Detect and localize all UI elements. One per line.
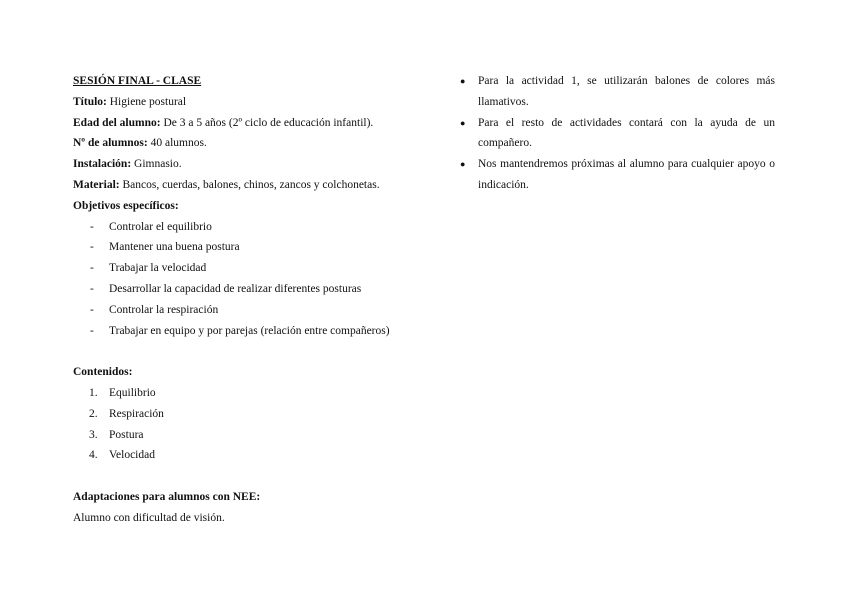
- field-students: [73, 133, 433, 154]
- bullet-text: Para la actividad 1, se utilizarán balones de colores más llamativos.: [478, 75, 775, 108]
- content-item: [73, 383, 433, 404]
- field-value: 40 alumnos.: [147, 137, 207, 150]
- field-material: [73, 175, 433, 196]
- field-label: Título:: [73, 95, 107, 108]
- field-label: Edad del alumno:: [73, 116, 161, 129]
- objective-text: Mantener una buena postura: [109, 241, 240, 254]
- objective-item: [73, 279, 433, 300]
- objective-text: Controlar la respiración: [109, 303, 219, 316]
- bullet-icon: ●: [460, 117, 466, 128]
- bullet-icon: ●: [460, 76, 466, 86]
- dash-marker: -: [90, 282, 94, 295]
- objective-text: Trabajar en equipo y por parejas (relación entre compañeros): [109, 324, 390, 337]
- field-label: Material:: [73, 178, 120, 191]
- contents-heading: Contenidos:: [73, 366, 133, 379]
- objective-text: Trabajar la velocidad: [109, 262, 207, 275]
- item-number: 4.: [89, 449, 98, 462]
- field-value: Higiene postural: [106, 95, 187, 108]
- objectives-heading: Objetivos específicos:: [73, 199, 179, 212]
- right-column: [460, 71, 775, 196]
- field-label: Instalación:: [73, 158, 132, 171]
- objective-item: [73, 258, 433, 279]
- content-item: [73, 404, 433, 425]
- content-text: Postura: [109, 428, 144, 441]
- adaptations-heading: Adaptaciones para alumnos con NEE:: [73, 490, 261, 503]
- objective-text: Controlar el equilibrio: [109, 220, 212, 233]
- content-item: [73, 425, 433, 446]
- spacer: [73, 466, 433, 487]
- field-label: Nº de alumnos:: [73, 137, 148, 150]
- item-number: 2.: [89, 407, 98, 420]
- bullet-item: [460, 71, 775, 113]
- adaptations-text: Alumno con dificultad de visión.: [73, 511, 225, 524]
- field-title: [73, 92, 433, 113]
- field-value: Gimnasio.: [131, 158, 182, 171]
- dash-marker: -: [90, 324, 94, 337]
- dash-marker: -: [90, 262, 94, 275]
- field-age: [73, 113, 433, 134]
- item-number: 3.: [89, 428, 98, 441]
- item-number: 1.: [89, 386, 98, 399]
- bullet-icon: ●: [460, 159, 466, 170]
- dash-marker: -: [90, 241, 94, 254]
- objective-item: [73, 300, 433, 321]
- dash-marker: -: [90, 220, 94, 233]
- field-value: Bancos, cuerdas, balones, chinos, zancos y colchonetas.: [119, 178, 380, 191]
- spacer: [73, 341, 433, 362]
- content-item: [73, 445, 433, 466]
- content-text: Equilibrio: [109, 386, 156, 399]
- objective-item: [73, 237, 433, 258]
- content-text: Velocidad: [109, 449, 155, 462]
- field-value: De 3 a 5 años (2º ciclo de educación infantil).: [160, 116, 374, 129]
- session-title: SESIÓN FINAL - CLASE: [73, 75, 202, 87]
- bullet-text: Nos mantendremos próximas al alumno para cualquier apoyo o indicación.: [478, 158, 775, 191]
- objective-text: Desarrollar la capacidad de realizar diferentes posturas: [109, 282, 362, 295]
- bullet-text: Para el resto de actividades contará con la ayuda de un compañero.: [478, 116, 775, 150]
- objective-item: [73, 321, 433, 342]
- bullet-item: [460, 113, 775, 155]
- field-facility: [73, 154, 433, 175]
- content-text: Respiración: [109, 407, 164, 420]
- bullet-item: [460, 154, 775, 196]
- left-column: [73, 71, 433, 529]
- dash-marker: -: [90, 303, 94, 316]
- objective-item: [73, 217, 433, 238]
